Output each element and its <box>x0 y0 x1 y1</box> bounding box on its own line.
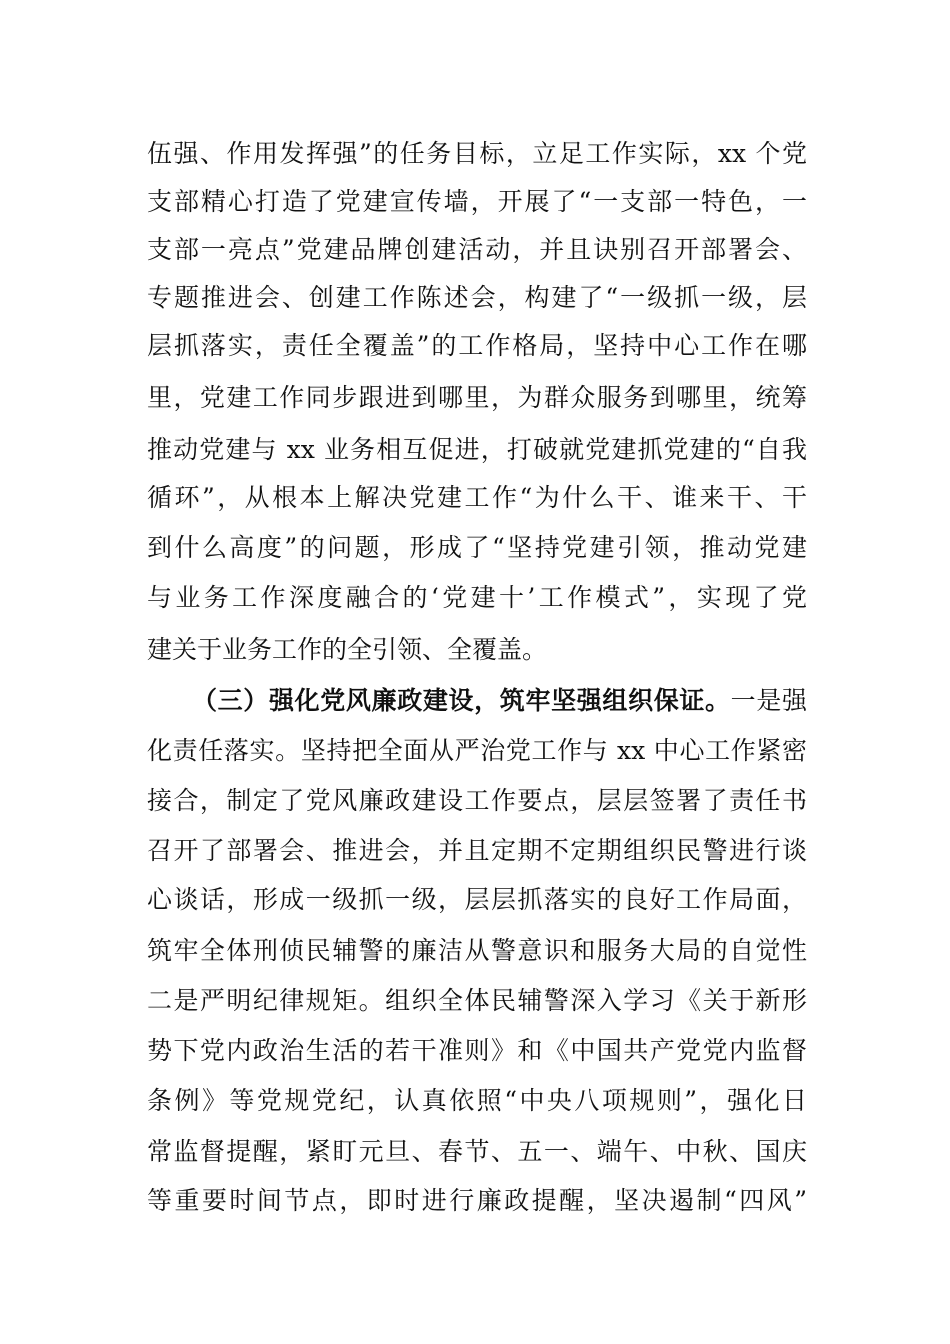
paragraph-2-line-11: 等重要时间节点，即时进行廉政提醒，坚决遏制“四风” <box>147 1186 807 1215</box>
paragraph-1-line-2: 支部精心打造了党建宣传墙，开展了“一支部一特色，一 <box>147 187 807 216</box>
paragraph-1-line-10: 与业务工作深度融合的‘党建十’工作模式”，实现了党 <box>147 583 807 612</box>
paragraph-2-line-5: 心谈话，形成一级抓一级，层层抓落实的良好工作局面， <box>147 885 807 914</box>
paragraph-2-line-10: 常监督提醒，紧盯元旦、春节、五一、端午、中秋、国庆 <box>147 1137 807 1166</box>
paragraph-2-line-8: 势下党内政治生活的若干准则》和《中国共产党党内监督 <box>147 1036 807 1065</box>
paragraph-2-line-6: 筑牢全体刑侦民辅警的廉洁从警意识和服务大局的自觉性 <box>147 936 807 965</box>
paragraph-2-line-3: 接合，制定了党风廉政建设工作要点，层层签署了责任书 <box>147 786 807 815</box>
paragraph-1-line-7: 推动党建与 xx 业务相互促进，打破就党建抓党建的“自我 <box>147 435 807 464</box>
paragraph-1-line-8: 循环”，从根本上解决党建工作“为什么干、谁来干、干 <box>147 483 807 512</box>
paragraph-1-line-6: 里，党建工作同步跟进到哪里，为群众服务到哪里，统筹 <box>147 383 807 412</box>
paragraph-2-line-2: 化责任落实。坚持把全面从严治党工作与 xx 中心工作紧密 <box>147 736 807 765</box>
paragraph-2-line-7: 二是严明纪律规矩。组织全体民辅警深入学习《关于新形 <box>147 986 807 1015</box>
paragraph-1-line-9: 到什么高度”的问题，形成了“坚持党建引领，推动党建 <box>147 533 807 562</box>
paragraph-2-line-9: 条例》等党规党纪，认真依照“中央八项规则”，强化日 <box>147 1086 807 1115</box>
section-heading: （三）强化党风廉政建设，筑牢坚强组织保证。 <box>192 686 731 715</box>
paragraph-1-line-4: 专题推进会、创建工作陈述会，构建了“一级抓一级，层 <box>147 283 807 312</box>
paragraph-1-line-3: 支部一亮点”党建品牌创建活动，并且诀别召开部署会、 <box>147 235 807 264</box>
paragraph-2-line-1 <box>192 684 807 718</box>
paragraph-2-line-1-rest: 一是强 <box>730 686 807 715</box>
paragraph-1-line-11: 建关于业务工作的全引领、全覆盖。 <box>147 635 548 664</box>
paragraph-1-line-1: 伍强、作用发挥强”的任务目标，立足工作实际，xx 个党 <box>147 139 807 168</box>
paragraph-1-line-5: 层抓落实，责任全覆盖”的工作格局，坚持中心工作在哪 <box>147 331 807 360</box>
paragraph-2-line-4: 召开了部署会、推进会，并且定期不定期组织民警进行谈 <box>147 836 807 865</box>
